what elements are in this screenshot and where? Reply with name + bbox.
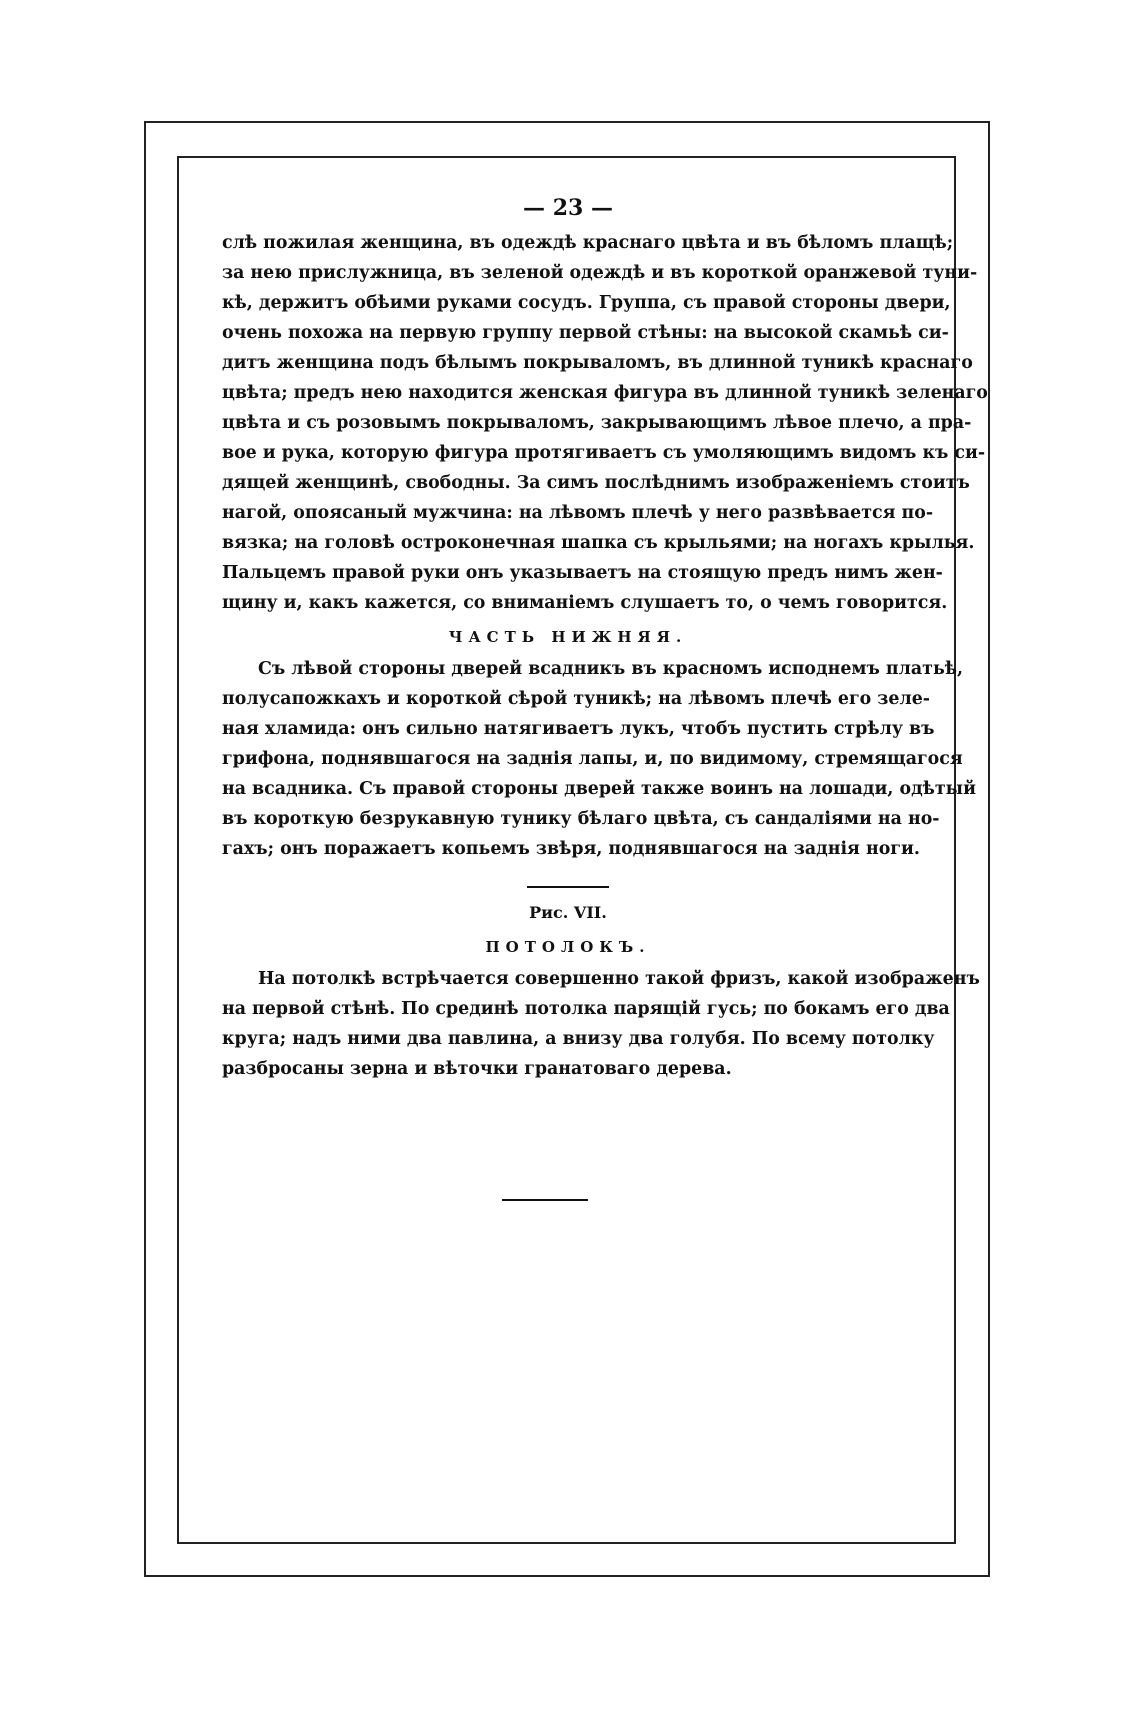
text-line: дящей женщинѣ, свободны. За симъ послѣднимъ изображеніемъ стоитъ	[222, 473, 970, 493]
section-heading-ceiling: ПОТОЛОКЪ.	[485, 938, 651, 956]
text-line: слѣ пожилая женщина, въ одеждѣ краснаго цвѣта и въ бѣломъ плащѣ;	[222, 233, 954, 253]
text-line: Съ лѣвой стороны дверей всадникъ въ красномъ исподнемъ платьѣ,	[258, 659, 964, 679]
text-line: разбросаны зерна и вѣточки гранатоваго дерева.	[222, 1059, 732, 1079]
text-line: ная хламида: онъ сильно натягиваетъ лукъ, чтобъ пустить стрѣлу въ	[222, 719, 935, 739]
text-line: цвѣта и съ розовымъ покрываломъ, закрывающимъ лѣвое плечо, а пра-	[222, 413, 972, 433]
text-line: въ короткую безрукавную тунику бѣлаго цвѣта, съ сандаліями на но-	[222, 809, 940, 829]
text-line: гахъ; онъ поражаетъ копьемъ звѣря, поднявшагося на заднія ноги.	[222, 839, 920, 859]
text-line: Пальцемъ правой руки онъ указываетъ на стоящую предъ нимъ жен-	[222, 563, 943, 583]
section-divider	[527, 886, 609, 888]
text-line: вое и рука, которую фигура протягиваетъ съ умоляющимъ видомъ къ си-	[222, 443, 986, 463]
paragraph-ceiling	[222, 964, 980, 1084]
page-content	[222, 190, 988, 1084]
end-divider	[502, 1199, 588, 1201]
text-line: кѣ, держитъ обѣими руками сосудъ. Группа, съ правой стороны двери,	[222, 293, 951, 313]
paragraph-upper-part	[222, 228, 988, 618]
section-heading-lower-part: ЧАСТЬ НИЖНЯЯ.	[448, 628, 688, 646]
text-line: за нею прислужница, въ зеленой одеждѣ и въ короткой оранжевой туни-	[222, 263, 978, 283]
page-number: — 23 —	[523, 195, 613, 221]
text-line: На потолкѣ встрѣчается совершенно такой фризъ, какой изображенъ	[258, 969, 980, 989]
text-line: полусапожкахъ и короткой сѣрой туникѣ; на лѣвомъ плечѣ его зеле-	[222, 689, 931, 709]
text-line: на первой стѣнѣ. По срединѣ потолка парящій гусь; по бокамъ его два	[222, 999, 950, 1019]
figure-label: Рис. VII.	[529, 903, 607, 922]
text-line: нагой, опоясаный мужчина: на лѣвомъ плечѣ у него развѣвается по-	[222, 503, 934, 523]
text-line: круга; надъ ними два павлина, а внизу два голубя. По всему потолку	[222, 1029, 935, 1049]
text-line: грифона, поднявшагося на заднія лапы, и, по видимому, стремящагося	[222, 749, 963, 769]
text-line: на всадника. Съ правой стороны дверей также воинъ на лошади, одѣтый	[222, 779, 977, 799]
paragraph-lower-part	[222, 654, 977, 864]
text-line: дитъ женщина подъ бѣлымъ покрываломъ, въ длинной туникѣ краснаго	[222, 353, 973, 373]
text-line: щину и, какъ кажется, со вниманіемъ слушаетъ то, о чемъ говорится.	[222, 593, 948, 613]
text-line: цвѣта; предъ нею находится женская фигура въ длинной туникѣ зеленаго	[222, 383, 988, 403]
text-line: вязка; на головѣ остроконечная шапка съ крыльями; на ногахъ крылья.	[222, 533, 975, 553]
text-line: очень похожа на первую группу первой стѣны: на высокой скамьѣ си-	[222, 323, 949, 343]
